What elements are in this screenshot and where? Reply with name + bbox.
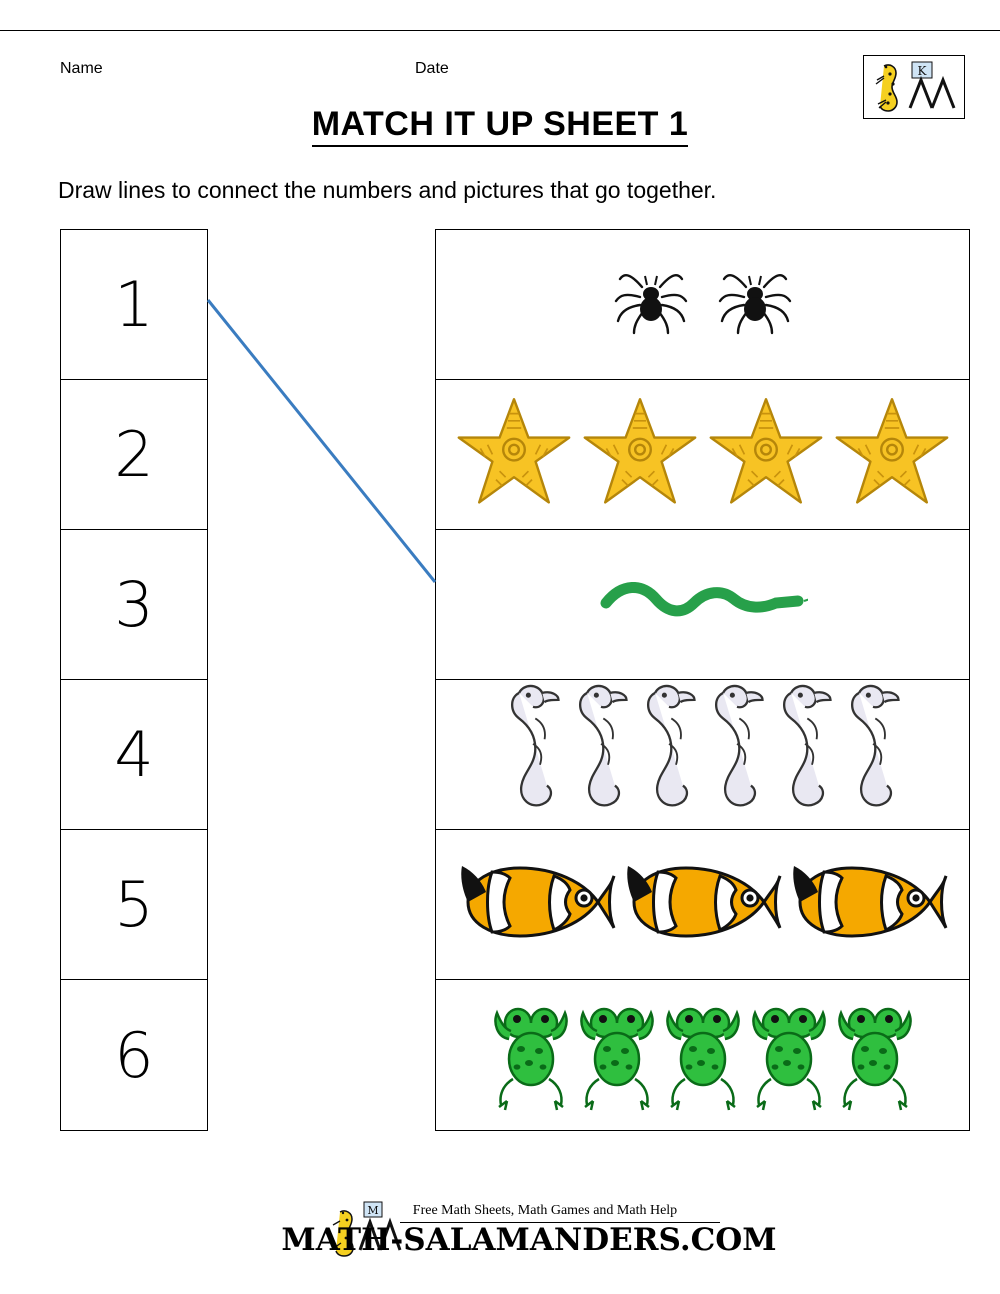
number-cell[interactable]: 1	[61, 230, 207, 380]
name-label: Name	[60, 60, 103, 77]
seahorse-icon	[840, 680, 906, 830]
numbers-column	[60, 229, 208, 1131]
picture-row-snake[interactable]	[436, 530, 969, 680]
frog-icon	[835, 993, 915, 1118]
starfish-icon	[706, 392, 826, 517]
footer-url[interactable]: MATH-SALAMANDERS.COM	[281, 1222, 777, 1258]
frog-icon	[577, 993, 657, 1118]
spider-icon	[716, 267, 794, 342]
clownfish-icon	[458, 854, 616, 955]
starfish-icon	[580, 392, 700, 517]
number-cell[interactable]: 6	[114, 1018, 154, 1092]
starfish-icon	[832, 392, 952, 517]
picture-row-starfish[interactable]	[436, 380, 969, 530]
svg-text:M: M	[367, 1204, 379, 1217]
seahorse-icon	[568, 680, 634, 830]
number-cell[interactable]: 4	[61, 680, 207, 830]
frog-icon	[491, 993, 571, 1118]
picture-row-seahorses[interactable]	[436, 680, 969, 830]
instructions-text: Draw lines to connect the numbers and pictures that go together.	[58, 177, 717, 203]
page-title: MATCH IT UP SHEET 1	[0, 105, 1000, 144]
svg-text:K: K	[917, 64, 927, 78]
seahorse-icon	[772, 680, 838, 830]
seahorse-icon	[704, 680, 770, 830]
footer-tagline: Free Math Sheets, Math Games and Math Help	[412, 1203, 678, 1218]
starfish-icon	[454, 392, 574, 517]
number-cell[interactable]: 3	[61, 530, 207, 680]
pictures-column	[435, 229, 970, 1131]
seahorse-icon	[500, 680, 566, 830]
snake-icon	[598, 573, 808, 636]
frog-icon	[663, 993, 743, 1118]
seahorse-icon	[636, 680, 702, 830]
number-cell[interactable]: 2	[61, 380, 207, 530]
clownfish-icon	[790, 854, 948, 955]
number-cell[interactable]: 5	[61, 830, 207, 980]
date-label: Date	[415, 60, 449, 77]
picture-row-spiders[interactable]	[436, 230, 969, 380]
clownfish-icon	[624, 854, 782, 955]
frog-icon	[749, 993, 829, 1118]
spider-icon	[612, 267, 690, 342]
picture-row-clownfish[interactable]	[436, 830, 969, 980]
header-divider	[0, 30, 1000, 31]
picture-row-frogs[interactable]	[436, 980, 969, 1130]
